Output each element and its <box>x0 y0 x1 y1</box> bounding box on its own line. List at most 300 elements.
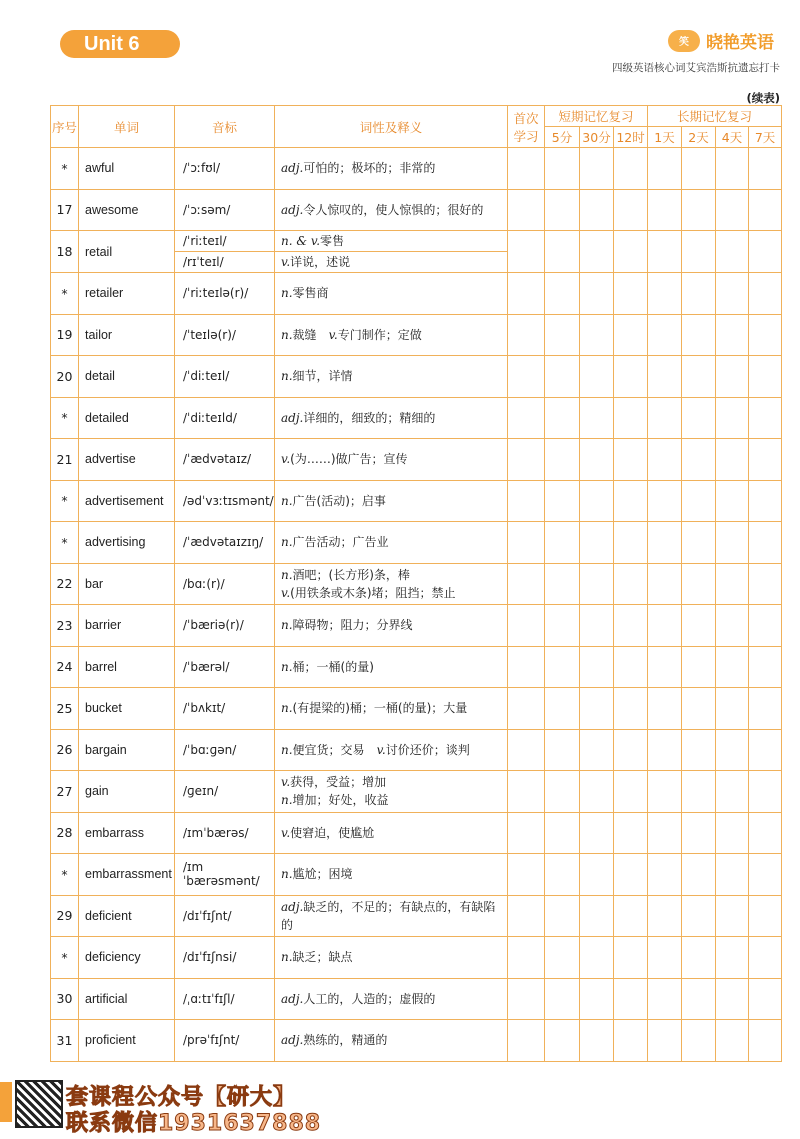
review-checkbox-cell[interactable] <box>716 646 749 688</box>
ipa-cell: /ɡeɪn/ <box>175 771 275 813</box>
review-checkbox-cell[interactable] <box>508 273 545 315</box>
review-checkbox-cell[interactable] <box>749 895 782 937</box>
review-checkbox-cell[interactable] <box>508 439 545 481</box>
review-checkbox-cell[interactable] <box>749 480 782 522</box>
table-row <box>51 937 782 979</box>
review-checkbox-cell[interactable] <box>749 356 782 398</box>
word-cell: bargain <box>79 729 175 771</box>
review-checkbox-cell[interactable] <box>749 729 782 771</box>
review-checkbox-cell[interactable] <box>648 480 682 522</box>
review-checkbox-cell[interactable] <box>648 356 682 398</box>
table-row <box>51 189 782 231</box>
review-checkbox-cell[interactable] <box>648 729 682 771</box>
review-checkbox-cell[interactable] <box>545 148 580 190</box>
row-number: * <box>51 937 79 979</box>
word-cell: deficiency <box>79 937 175 979</box>
definition-text: (有提梁的)桶；一桶(的量)；大量 <box>292 701 468 716</box>
header-first-study: 首次学习 <box>508 106 545 148</box>
review-checkbox-cell[interactable] <box>614 688 648 730</box>
part-of-speech: adj. <box>281 1033 304 1048</box>
review-checkbox-cell[interactable] <box>545 231 580 273</box>
review-checkbox-cell[interactable] <box>508 563 545 605</box>
review-checkbox-cell[interactable] <box>716 812 749 854</box>
definition-cell <box>275 314 508 356</box>
word-cell: tailor <box>79 314 175 356</box>
review-checkbox-cell[interactable] <box>545 937 580 979</box>
promo-line-1: 套课程公众号【研大】 <box>66 1085 297 1110</box>
review-checkbox-cell[interactable] <box>648 812 682 854</box>
review-checkbox-cell[interactable] <box>614 605 648 647</box>
corner-tab <box>0 1082 12 1122</box>
definition-text: 广告活动；广告业 <box>292 535 389 550</box>
review-checkbox-cell[interactable] <box>545 812 580 854</box>
word-cell: advertising <box>79 522 175 564</box>
review-checkbox-cell[interactable] <box>716 356 749 398</box>
word-cell: advertise <box>79 439 175 481</box>
review-checkbox-cell[interactable] <box>648 854 682 896</box>
table-row <box>51 895 782 937</box>
review-checkbox-cell[interactable] <box>545 854 580 896</box>
table-row <box>51 273 782 315</box>
review-checkbox-cell[interactable] <box>580 522 614 564</box>
row-number: 25 <box>51 688 79 730</box>
table-row <box>51 148 782 190</box>
review-checkbox-cell[interactable] <box>749 937 782 979</box>
review-checkbox-cell[interactable] <box>580 189 614 231</box>
review-checkbox-cell[interactable] <box>508 522 545 564</box>
table-row <box>51 439 782 481</box>
review-checkbox-cell[interactable] <box>648 895 682 937</box>
definition-text: 可怕的；极坏的；非常的 <box>303 161 436 176</box>
review-checkbox-cell[interactable] <box>749 273 782 315</box>
review-checkbox-cell[interactable] <box>682 688 716 730</box>
review-checkbox-cell[interactable] <box>580 314 614 356</box>
review-checkbox-cell[interactable] <box>614 439 648 481</box>
definition-text: 尴尬；困境 <box>292 867 353 882</box>
review-checkbox-cell[interactable] <box>614 397 648 439</box>
review-checkbox-cell[interactable] <box>545 771 580 813</box>
definition-cell <box>275 854 508 896</box>
review-checkbox-cell[interactable] <box>614 854 648 896</box>
row-number: * <box>51 273 79 315</box>
header-definition: 词性及释义 <box>275 106 508 148</box>
review-checkbox-cell[interactable] <box>716 895 749 937</box>
part-of-speech: n. <box>281 742 293 757</box>
review-checkbox-cell[interactable] <box>716 563 749 605</box>
word-cell: detailed <box>79 397 175 439</box>
word-cell: embarrass <box>79 812 175 854</box>
review-checkbox-cell[interactable] <box>614 148 648 190</box>
review-checkbox-cell[interactable] <box>508 148 545 190</box>
table-row <box>51 605 782 647</box>
logo-text: 晓艳英语 <box>706 33 774 53</box>
part-of-speech: n. <box>281 701 293 716</box>
review-checkbox-cell[interactable] <box>508 397 545 439</box>
part-of-speech: v. <box>281 255 291 269</box>
table-row <box>51 688 782 730</box>
review-checkbox-cell[interactable] <box>508 605 545 647</box>
row-number: 19 <box>51 314 79 356</box>
definition-text: 桶；一桶(的量) <box>292 659 374 674</box>
review-checkbox-cell[interactable] <box>749 978 782 1020</box>
review-checkbox-cell[interactable] <box>648 978 682 1020</box>
brand-logo <box>668 28 774 53</box>
header-ipa: 音标 <box>175 106 275 148</box>
ipa-cell: /ˈɔːfʊl/ <box>175 148 275 190</box>
review-checkbox-cell[interactable] <box>545 895 580 937</box>
review-checkbox-cell[interactable] <box>648 771 682 813</box>
definition-cell <box>275 978 508 1020</box>
review-checkbox-cell[interactable] <box>614 189 648 231</box>
part-of-speech: adj. <box>281 899 304 914</box>
ipa-cell: /dɪˈfɪʃnsi/ <box>175 937 275 979</box>
review-checkbox-cell[interactable] <box>682 231 716 273</box>
review-checkbox-cell[interactable] <box>716 771 749 813</box>
review-checkbox-cell[interactable] <box>545 563 580 605</box>
word-cell: embarrassment <box>79 854 175 896</box>
word-cell: barrel <box>79 646 175 688</box>
review-checkbox-cell[interactable] <box>614 771 648 813</box>
table-row <box>51 729 782 771</box>
review-checkbox-cell[interactable] <box>545 189 580 231</box>
review-checkbox-cell[interactable] <box>716 978 749 1020</box>
review-checkbox-cell[interactable] <box>580 563 614 605</box>
definition-cell <box>275 480 508 522</box>
word-cell: advertisement <box>79 480 175 522</box>
row-number: 23 <box>51 605 79 647</box>
definition-text: 获得，受益；增加 <box>290 775 387 790</box>
review-checkbox-cell[interactable] <box>682 895 716 937</box>
part-of-speech: v. <box>281 585 291 600</box>
review-checkbox-cell[interactable] <box>614 646 648 688</box>
ipa-cell: /dɪˈfɪʃnt/ <box>175 895 275 937</box>
review-checkbox-cell[interactable] <box>580 688 614 730</box>
word-cell: awesome <box>79 189 175 231</box>
definition-cell <box>275 771 508 813</box>
review-checkbox-cell[interactable] <box>682 480 716 522</box>
review-checkbox-cell[interactable] <box>580 231 614 273</box>
part-of-speech: adj. <box>281 161 304 176</box>
row-number: * <box>51 854 79 896</box>
review-checkbox-cell[interactable] <box>614 356 648 398</box>
review-checkbox-cell[interactable] <box>508 314 545 356</box>
part-of-speech: n. <box>281 793 293 808</box>
part-of-speech: v. <box>376 742 386 757</box>
review-checkbox-cell[interactable] <box>682 522 716 564</box>
review-checkbox-cell[interactable] <box>749 397 782 439</box>
review-checkbox-cell[interactable] <box>508 1020 545 1062</box>
review-checkbox-cell[interactable] <box>648 314 682 356</box>
review-checkbox-cell[interactable] <box>614 812 648 854</box>
row-number: 22 <box>51 563 79 605</box>
review-checkbox-cell[interactable] <box>508 231 545 273</box>
review-checkbox-cell[interactable] <box>749 605 782 647</box>
review-checkbox-cell[interactable] <box>508 646 545 688</box>
review-checkbox-cell[interactable] <box>614 937 648 979</box>
review-checkbox-cell[interactable] <box>614 563 648 605</box>
review-checkbox-cell[interactable] <box>508 688 545 730</box>
review-checkbox-cell[interactable] <box>716 1020 749 1062</box>
header-short-col: 5分 <box>545 127 580 148</box>
review-checkbox-cell[interactable] <box>580 397 614 439</box>
review-checkbox-cell[interactable] <box>648 646 682 688</box>
review-checkbox-cell[interactable] <box>614 231 648 273</box>
review-checkbox-cell[interactable] <box>749 563 782 605</box>
review-checkbox-cell[interactable] <box>648 397 682 439</box>
review-checkbox-cell[interactable] <box>749 688 782 730</box>
review-checkbox-cell[interactable] <box>682 563 716 605</box>
ipa-cell: /ˈædvətaɪz/ <box>175 439 275 481</box>
unit-badge: Unit 6 <box>60 30 180 58</box>
word-cell: artificial <box>79 978 175 1020</box>
review-checkbox-cell[interactable] <box>716 522 749 564</box>
ipa-cell: /ˈteɪlə(r)/ <box>175 314 275 356</box>
ipa-cell: /rɪˈteɪl/ <box>175 252 275 273</box>
table-row <box>51 1020 782 1062</box>
review-checkbox-cell[interactable] <box>648 1020 682 1062</box>
part-of-speech: adj. <box>281 410 304 425</box>
review-checkbox-cell[interactable] <box>580 480 614 522</box>
row-number: 28 <box>51 812 79 854</box>
review-checkbox-cell[interactable] <box>580 937 614 979</box>
review-checkbox-cell[interactable] <box>508 978 545 1020</box>
review-checkbox-cell[interactable] <box>648 522 682 564</box>
review-checkbox-cell[interactable] <box>716 439 749 481</box>
definition-cell <box>275 273 508 315</box>
review-checkbox-cell[interactable] <box>716 605 749 647</box>
part-of-speech: n. <box>281 618 293 633</box>
review-checkbox-cell[interactable] <box>580 1020 614 1062</box>
review-checkbox-cell[interactable] <box>580 812 614 854</box>
review-checkbox-cell[interactable] <box>749 854 782 896</box>
review-checkbox-cell[interactable] <box>545 522 580 564</box>
review-checkbox-cell[interactable] <box>580 978 614 1020</box>
review-checkbox-cell[interactable] <box>508 729 545 771</box>
review-checkbox-cell[interactable] <box>749 812 782 854</box>
review-checkbox-cell[interactable] <box>749 646 782 688</box>
review-checkbox-cell[interactable] <box>648 189 682 231</box>
row-number: * <box>51 522 79 564</box>
ipa-cell: /ˌɑːtɪˈfɪʃl/ <box>175 978 275 1020</box>
review-checkbox-cell[interactable] <box>716 273 749 315</box>
review-checkbox-cell[interactable] <box>716 729 749 771</box>
review-checkbox-cell[interactable] <box>682 397 716 439</box>
ipa-cell: /ˈɔːsəm/ <box>175 189 275 231</box>
ipa-cell: /ɪmˈbærəsmənt/ <box>175 854 275 896</box>
review-checkbox-cell[interactable] <box>508 189 545 231</box>
review-checkbox-cell[interactable] <box>580 273 614 315</box>
review-checkbox-cell[interactable] <box>682 978 716 1020</box>
header-long-term: 长期记忆复习 <box>648 106 782 127</box>
word-cell: retail <box>79 231 175 273</box>
row-number: 26 <box>51 729 79 771</box>
review-checkbox-cell[interactable] <box>682 273 716 315</box>
review-checkbox-cell[interactable] <box>682 1020 716 1062</box>
review-checkbox-cell[interactable] <box>682 646 716 688</box>
review-checkbox-cell[interactable] <box>508 771 545 813</box>
review-checkbox-cell[interactable] <box>580 646 614 688</box>
review-checkbox-cell[interactable] <box>682 729 716 771</box>
review-checkbox-cell[interactable] <box>716 854 749 896</box>
table-row <box>51 854 782 896</box>
review-checkbox-cell[interactable] <box>716 231 749 273</box>
definition-cell <box>275 563 508 605</box>
review-checkbox-cell[interactable] <box>749 522 782 564</box>
review-checkbox-cell[interactable] <box>545 646 580 688</box>
definition-cell <box>275 729 508 771</box>
review-checkbox-cell[interactable] <box>682 314 716 356</box>
review-checkbox-cell[interactable] <box>648 231 682 273</box>
review-checkbox-cell[interactable] <box>580 854 614 896</box>
review-checkbox-cell[interactable] <box>580 895 614 937</box>
review-checkbox-cell[interactable] <box>716 148 749 190</box>
part-of-speech: n. <box>281 567 293 582</box>
review-checkbox-cell[interactable] <box>580 771 614 813</box>
definition-text: 广告(活动)；启事 <box>292 493 386 508</box>
review-checkbox-cell[interactable] <box>648 273 682 315</box>
header-long-col: 1天 <box>648 127 682 148</box>
definition-text: 零售商 <box>292 286 329 301</box>
word-cell: deficient <box>79 895 175 937</box>
review-checkbox-cell[interactable] <box>545 439 580 481</box>
review-checkbox-cell[interactable] <box>749 231 782 273</box>
review-checkbox-cell[interactable] <box>716 397 749 439</box>
review-checkbox-cell[interactable] <box>749 1020 782 1062</box>
review-checkbox-cell[interactable] <box>545 688 580 730</box>
review-checkbox-cell[interactable] <box>508 854 545 896</box>
review-checkbox-cell[interactable] <box>648 439 682 481</box>
review-checkbox-cell[interactable] <box>614 1020 648 1062</box>
review-checkbox-cell[interactable] <box>614 978 648 1020</box>
review-checkbox-cell[interactable] <box>749 148 782 190</box>
table-row <box>51 356 782 398</box>
header-long-col: 4天 <box>716 127 749 148</box>
part-of-speech: n. <box>281 867 293 882</box>
definition-text: 增加；好处，收益 <box>292 793 389 808</box>
definition-text: (用铁条或木条)堵；阻挡；禁止 <box>290 585 456 600</box>
review-checkbox-cell[interactable] <box>508 480 545 522</box>
review-checkbox-cell[interactable] <box>682 937 716 979</box>
review-checkbox-cell[interactable] <box>682 356 716 398</box>
review-checkbox-cell[interactable] <box>749 189 782 231</box>
review-checkbox-cell[interactable] <box>682 812 716 854</box>
review-checkbox-cell[interactable] <box>508 895 545 937</box>
review-checkbox-cell[interactable] <box>508 356 545 398</box>
review-checkbox-cell[interactable] <box>682 439 716 481</box>
review-checkbox-cell[interactable] <box>682 189 716 231</box>
review-checkbox-cell[interactable] <box>648 688 682 730</box>
header-long-col: 7天 <box>749 127 782 148</box>
ipa-cell: /bɑː(r)/ <box>175 563 275 605</box>
review-checkbox-cell[interactable] <box>545 729 580 771</box>
definition-cell <box>275 439 508 481</box>
definition-text: 令人惊叹的，使人惊惧的；很好的 <box>303 202 484 217</box>
table-row <box>51 812 782 854</box>
part-of-speech: adj. <box>281 991 304 1006</box>
header-short-col: 30分 <box>580 127 614 148</box>
review-checkbox-cell[interactable] <box>545 605 580 647</box>
review-checkbox-cell[interactable] <box>614 314 648 356</box>
definition-cell <box>275 605 508 647</box>
review-checkbox-cell[interactable] <box>580 439 614 481</box>
definition-text: 裁缝 <box>292 327 329 342</box>
qr-code-icon <box>15 1080 63 1128</box>
review-checkbox-cell[interactable] <box>682 771 716 813</box>
review-checkbox-cell[interactable] <box>648 563 682 605</box>
review-checkbox-cell[interactable] <box>716 189 749 231</box>
review-checkbox-cell[interactable] <box>682 854 716 896</box>
review-checkbox-cell[interactable] <box>545 1020 580 1062</box>
definition-text: 缺乏的，不足的；有缺点的，有缺陷的 <box>281 899 496 932</box>
part-of-speech: n. <box>281 659 293 674</box>
review-checkbox-cell[interactable] <box>614 480 648 522</box>
ipa-cell: /ˈriːteɪlə(r)/ <box>175 273 275 315</box>
definition-cell <box>275 688 508 730</box>
review-checkbox-cell[interactable] <box>580 148 614 190</box>
review-checkbox-cell[interactable] <box>682 148 716 190</box>
row-number: 18 <box>51 231 79 273</box>
definition-cell <box>275 646 508 688</box>
promo-line-2: 联系微信1931637888 <box>66 1111 322 1136</box>
word-cell: proficient <box>79 1020 175 1062</box>
definition-text: 讨价还价；谈判 <box>385 742 470 757</box>
review-checkbox-cell[interactable] <box>545 356 580 398</box>
part-of-speech: v. <box>328 327 338 342</box>
review-checkbox-cell[interactable] <box>614 273 648 315</box>
review-checkbox-cell[interactable] <box>682 605 716 647</box>
review-checkbox-cell[interactable] <box>648 937 682 979</box>
review-checkbox-cell[interactable] <box>716 314 749 356</box>
review-checkbox-cell[interactable] <box>749 314 782 356</box>
definition-text: 专门制作；定做 <box>337 327 422 342</box>
definition-text: 零售 <box>320 234 345 248</box>
review-checkbox-cell[interactable] <box>716 480 749 522</box>
review-checkbox-cell[interactable] <box>648 605 682 647</box>
review-checkbox-cell[interactable] <box>545 314 580 356</box>
review-checkbox-cell[interactable] <box>716 688 749 730</box>
review-checkbox-cell[interactable] <box>614 522 648 564</box>
review-checkbox-cell[interactable] <box>716 937 749 979</box>
review-checkbox-cell[interactable] <box>545 978 580 1020</box>
review-checkbox-cell[interactable] <box>580 729 614 771</box>
review-checkbox-cell[interactable] <box>545 273 580 315</box>
review-checkbox-cell[interactable] <box>508 812 545 854</box>
table-row <box>51 978 782 1020</box>
header-short-term: 短期记忆复习 <box>545 106 648 127</box>
table-row <box>51 771 782 813</box>
header-no: 序号 <box>51 106 79 148</box>
definition-cell <box>275 895 508 937</box>
review-checkbox-cell[interactable] <box>545 480 580 522</box>
review-checkbox-cell[interactable] <box>614 729 648 771</box>
review-checkbox-cell[interactable] <box>580 356 614 398</box>
definition-cell <box>275 231 508 252</box>
review-checkbox-cell[interactable] <box>614 895 648 937</box>
review-checkbox-cell[interactable] <box>508 937 545 979</box>
row-number: 17 <box>51 189 79 231</box>
review-checkbox-cell[interactable] <box>545 397 580 439</box>
review-checkbox-cell[interactable] <box>580 605 614 647</box>
definition-text: 详细的，细致的；精细的 <box>303 410 436 425</box>
review-checkbox-cell[interactable] <box>749 439 782 481</box>
review-checkbox-cell[interactable] <box>749 771 782 813</box>
part-of-speech: n. <box>281 286 293 301</box>
definition-text: 使窘迫，使尴尬 <box>290 825 375 840</box>
row-number: * <box>51 480 79 522</box>
part-of-speech: v. <box>281 825 291 840</box>
part-of-speech: v. <box>281 775 291 790</box>
review-checkbox-cell[interactable] <box>648 148 682 190</box>
